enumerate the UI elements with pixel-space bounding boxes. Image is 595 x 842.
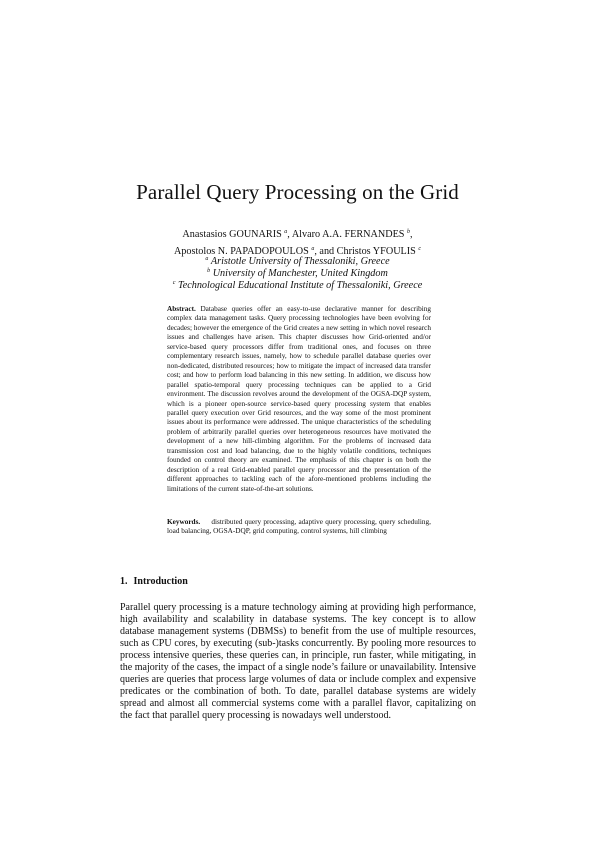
author-name: Apostolos N. PAPADOPOULOS [173, 246, 309, 257]
author-affiliation-mark: a [311, 246, 315, 252]
section-number: 1. [120, 576, 128, 587]
section-title: Introduction [133, 576, 188, 587]
author-line-1 [0, 225, 595, 242]
author-name: Anastasios GOUNARIS [182, 229, 282, 240]
intro-paragraph: Parallel query processing is a mature technology aiming at providing high performance, high availability and scalability in database systems. The key concept is to allow database management systems (DBMSs) to benefit from the use of multiple resources, such as CPU cores, by executing (sub-)tasks concurrently. By pooling more resources to process intensive queries, these queries can, in principle, run faster, while mitigating, in the majority of the cases, the impact of a single node’s failure or unavailability. Intensive queries are queries that process large volumes of data or include complex and expensive predicates or the combination of both. To date, parallel database systems are widely spread and almost all commercial systems come with a parallel flavor, capitalizing on the fact that parallel query processing is nowadays well understood. [120, 602, 476, 722]
paper-title: Parallel Query Processing on the Grid [136, 180, 459, 204]
author-affiliation-mark: a [284, 229, 288, 235]
keywords-text: distributed query processing, adaptive query processing, query scheduling, load balancing, OGSA-DQP, grid computing, control systems, hill climbing [167, 518, 431, 536]
author-affiliation-mark: c [418, 246, 422, 252]
keywords-label: Keywords. [167, 518, 201, 526]
author-name: , and Christos YFOULIS [314, 246, 416, 257]
section-heading [120, 576, 194, 587]
affiliation-text: University of Manchester, United Kingdom [212, 268, 388, 279]
author-affiliation-mark: b [407, 229, 411, 235]
affiliation-text: Aristotle University of Thessaloniki, Greece [210, 256, 390, 267]
affiliation-mark: c [172, 280, 176, 286]
abstract [167, 305, 431, 494]
affiliation-mark: b [207, 268, 211, 274]
affiliation-c [0, 277, 595, 292]
author-separator: , [410, 229, 413, 240]
affiliation-mark: a [205, 256, 209, 262]
author-name: , Alvaro A.A. FERNANDES [287, 229, 405, 240]
keywords [167, 518, 431, 537]
affiliation-text: Technological Educational Institute of Thessaloniki, Greece [177, 280, 423, 291]
abstract-text: Database queries offer an easy-to-use declarative manner for describing complex data management tasks. Query processing technologies have been evolving for decades; however the emergence of the Grid creates a new setting in which novel research issues and challenges have arisen. This chapter discusses how Grid-oriented and/or service-based query processors differ from traditional ones, and focuses on three complementary research issues, namely, how to schedule parallel database queries over non-dedicated, distributed resources; how to mitigate the impact of increased data transfer cost; and how to perform load balancing in this new setting. In addition, we discuss how parallel spatio-temporal query processing techniques can be applied to a Grid environment. The discussion revolves around the development of the OGSA-DQP system, which is a pioneer open-source service-based query processing system that enables parallel query execution over Grid resources, and the way some of the most prominent issues about its performance were addressed. The unique characteristics of the scheduling problem of arbitrarily parallel queries over heterogeneous resources have motivated the development of a new hill-climbing algorithm. For the problems of increased data transmission cost and load balancing, due to the highly volatile conditions, techniques founded on control theory are examined. The emphasis of this chapter is on both the description of a real Grid-enabled parallel query processor and the presentation of the different approaches to tackling each of the afore-mentioned problems including the limitations of the current state-of-the-art solutions. [167, 305, 431, 493]
abstract-label: Abstract. [167, 305, 196, 313]
